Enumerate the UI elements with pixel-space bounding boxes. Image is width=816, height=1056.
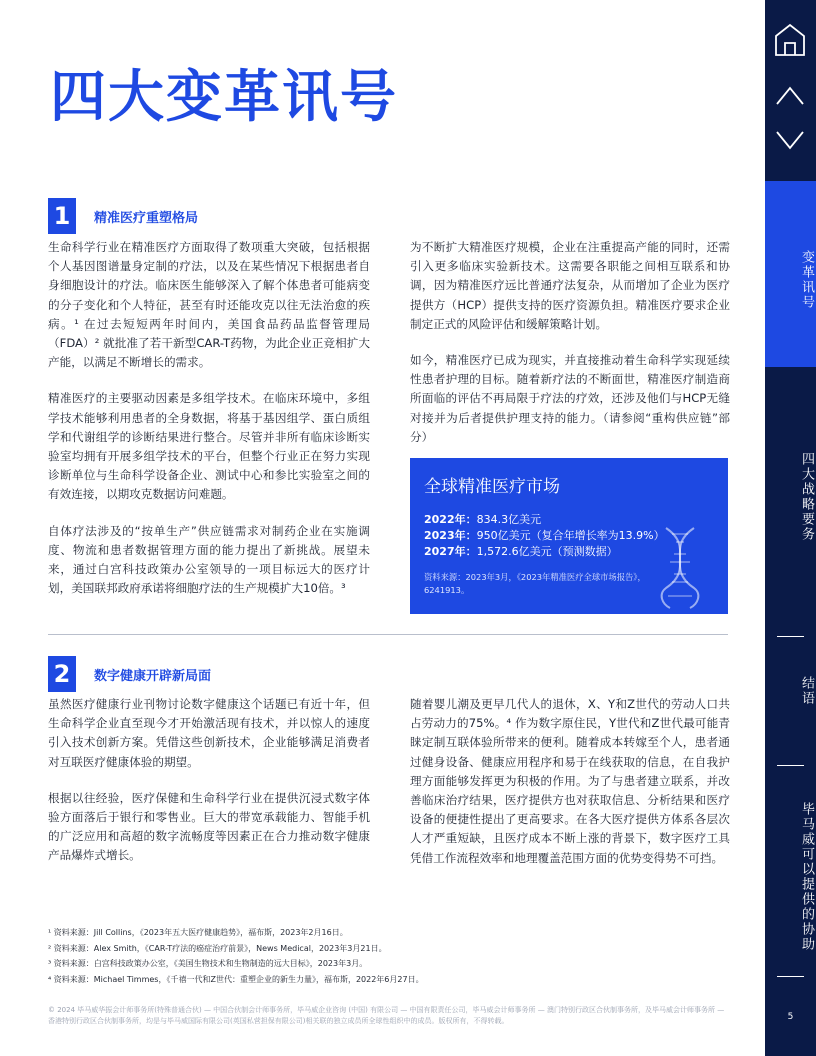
sidebar-item-transformation-signals[interactable]: 变革讯号 <box>799 250 814 310</box>
stat-value: 950亿美元（复合年增长率为13.9%） <box>476 529 665 542</box>
footnote: ¹ 资料来源：Jill Collins，《2023年五大医疗健康趋势》，福布斯，2023年2月16日。 <box>48 928 348 937</box>
section-1-left-column <box>48 238 370 615</box>
paragraph: 如今，精准医疗已成为现实，并直接推动着生命科学实现延续性患者护理的目标。随着新疗法的不断面世，精准医疗制造商所面临的评估不再局限于疗法的疗效，还涉及他们与HCP无缝对接并为后者提供护理支持的能力。（请参阅“重构供应链”部分） <box>410 353 730 444</box>
sidebar-divider <box>777 636 804 637</box>
section-1-header <box>48 198 198 234</box>
section-1-right-column <box>410 238 730 464</box>
paragraph: 为不断扩大精准医疗规模，企业在注重提高产能的同时，还需引入更多临床实验新技术。这需要各职能之间相互联系和协调，因为精准医疗远比普通疗法复杂，从而增加了企业为医疗提供方（HCP）提供支持的医疗资源负担。精准医疗要求企业制定正式的风险评估和缓解策略计划。 <box>410 240 730 331</box>
stat-value: 834.3亿美元 <box>476 513 542 526</box>
section-2-title: 数字健康开辟新局面 <box>94 668 212 684</box>
paragraph: 自体疗法涉及的“按单生产”供应链需求对制药企业在实施调度、物流和患者数据管理方面的能力提出了新挑战。展望未来，通过白宫科技政策办公室领导的一项目标远大的医疗计划，美国联邦政府承诺将细胞疗法的生产规模扩大10倍。³ <box>48 523 370 596</box>
footnote: ² 资料来源：Alex Smith，《CAR-T疗法的癌症治疗前景》，News Medical，2023年3月21日。 <box>48 943 387 953</box>
sidebar-nav <box>765 0 816 1056</box>
home-icon[interactable] <box>773 22 807 58</box>
stat-year: 2023年： <box>424 529 477 542</box>
footnotes <box>48 925 424 987</box>
stat-line-2027 <box>424 544 714 560</box>
section-1-title: 精准医疗重塑格局 <box>94 210 199 226</box>
section-2-right-column <box>410 695 730 885</box>
paragraph: 精准医疗的主要驱动因素是多组学技术。在临床环境中，多组学技术能够利用患者的全身数据，将基于基因组学、蛋白质组学和代谢组学的诊断结果进行整合。尽管并非所有临床诊断实验室均拥有开展多组学技术的平台，但整个行业正在努力实现诊断单位与生命科学设备企业、测试中心和参比实验室之间的有效连接，以期攻克数据访问难题。 <box>48 391 370 502</box>
page-number: 5 <box>787 1012 794 1022</box>
stat-source: 资料来源：2023年3月，《2023年精准医疗全球市场报告》，6241913。 <box>424 572 646 595</box>
paragraph: 生命科学行业在精准医疗方面取得了数项重大突破，包括根据个人基因图谱量身定制的疗法，以及在某些情况下根据患者自身细胞设计的疗法。临床医生能够深入了解个体患者可能病变的分子变化和个人特征，甚至有时还能攻克以往无法治愈的疾病。¹ 在过去短短两年时间内，美国食品药品监督管理局（FDA）² 就批准了若干新型CAR-T药物，为此企业正竞相扩大产能，以满足不断增长的需求。 <box>48 240 370 370</box>
sidebar-divider <box>777 976 804 977</box>
sidebar-item-kpmg-support[interactable]: 毕马威可以提供的协助 <box>799 802 814 952</box>
stat-box-title: 全球精准医疗市场 <box>424 477 560 497</box>
section-2-left-column <box>48 695 370 883</box>
section-2-header <box>48 656 211 692</box>
copyright-notice: © 2024 毕马威华振会计师事务所(特殊普通合伙) — 中国合伙制会计师事务所，毕马威企业咨询 (中国) 有限公司 — 中国有限责任公司，毕马威会计师事务所 — 澳门特别行政区合伙制事务所，及毕马威会计师事务所 — 香港特别行政区合伙制事务所，均是与毕马威国际有限公司(英国私营担保有限公司)相关联的独立成员所全球性组织中的成员。版权所有，不得转载。 <box>48 1006 725 1025</box>
footnote: ³ 资料来源：白宫科技政策办公室，《美国生物技术和生物制造的远大目标》，2023年3月。 <box>48 959 368 968</box>
stat-value: 1,572.6亿美元（预测数据） <box>476 545 618 558</box>
paragraph: 虽然医疗健康行业刊物讨论数字健康这个话题已有近十年，但生命科学企业直至现今才开始激活现有技术，并以惊人的速度引入技术创新方案。凭借这些创新技术，企业能够满足消费者对互联医疗健康体验的期望。 <box>48 697 370 769</box>
stat-line-2023 <box>424 528 714 544</box>
section-1-number: 1 <box>48 198 76 234</box>
paragraph: 随着婴儿潮及更早几代人的退休，X、Y和Z世代的劳动人口共占劳动力的75%。⁴ 作为数字原住民，Y世代和Z世代最可能青睐定制互联体验所带来的便利。随着成本转嫁至个人，患者通过健身设备、健康应用程序和易于在线获取的信息，在自我护理方面能够发挥更为积极的作用。为了与患者建立联系，并改善临床治疗结果，医疗提供方也对获取信息、分析结果和医疗设备的便捷性提出了更高要求。在各大医疗提供方体系各层次人才严重短缺，且医疗成本不断上涨的背景下，数字医疗工具凭借工作流程效率和地理覆盖范围方面的优势变得势不可挡。 <box>410 697 730 865</box>
chevron-up-icon[interactable] <box>773 84 807 108</box>
section-2-number: 2 <box>48 656 76 692</box>
footnote: ⁴ 资料来源：Michael Timmes，《千禧一代和Z世代：重塑企业的新生力量》，福布斯，2022年6月27日。 <box>48 974 424 984</box>
chevron-down-icon[interactable] <box>773 128 807 152</box>
sidebar-item-strategic-priorities[interactable]: 四大战略要务 <box>799 452 814 542</box>
page-title: 四大变革讯号 <box>50 65 398 130</box>
section-divider <box>48 634 728 635</box>
stat-year: 2022年： <box>424 513 477 526</box>
stat-line-2022 <box>424 512 714 528</box>
sidebar-divider <box>777 765 804 766</box>
stat-year: 2027年： <box>424 545 477 558</box>
paragraph: 根据以往经验，医疗保健和生命科学行业在提供沉浸式数字体验方面落后于银行和零售业。巨大的带宽承载能力、智能手机的广泛应用和高超的数字流畅度等因素正在合力推动数字健康产品爆炸式增长。 <box>48 790 370 863</box>
sidebar-item-conclusion[interactable]: 结语 <box>799 676 814 706</box>
market-stat-box <box>410 458 728 614</box>
